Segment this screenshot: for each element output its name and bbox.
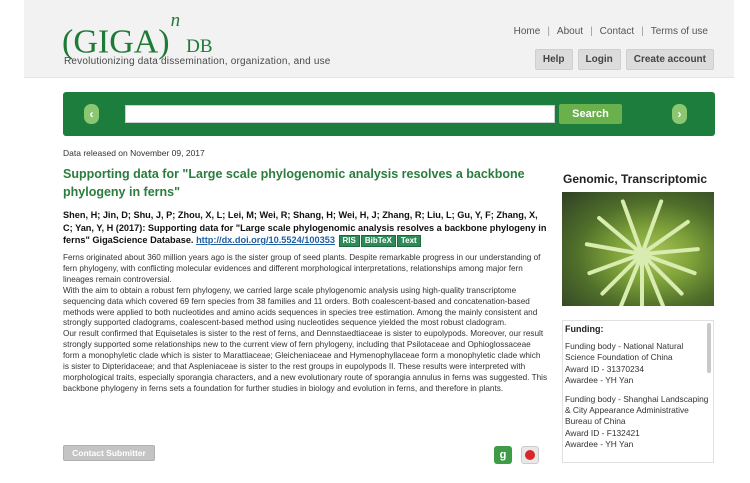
nav-separator: |	[590, 26, 593, 37]
funding-panel	[562, 320, 714, 463]
release-date: Data released on November 09, 2017	[63, 148, 205, 158]
doi-link[interactable]: http://dx.doi.org/10.5524/100353	[196, 235, 335, 245]
search-input[interactable]	[125, 105, 555, 123]
nav-contact-link[interactable]: Contact	[599, 26, 635, 37]
logo-suffix: DB	[186, 36, 213, 58]
awardee: Awardee - YH Yan	[565, 375, 634, 386]
description-paragraph: Our result confirmed that Equisetales is sister to the rest of ferns, and Dennstaedtiaceae is sister to eupolypods. Moreover, our result strongly supported some relationships new to the current view of fern phylogeny, including that Psilotaceae and Ophioglossaceae form a monophyletic clade which is sister to Marattiaceae; Gleicheniaceae and Hymenophyllaceae form a monophyletic clade which is sister to Dipteridaceae; and that Aspleniaceae is sister to the rest groups in eupolypods II. These results were interpreted with morphological traits, especially sporangia characters, and a new evolutionary route of sporangia annulus in ferns was suggested. This backbone phylogeny in ferns sets a foundation for further studies in biology and evolution in ferns, and therefore in plants.	[63, 329, 548, 393]
nav-terms-link[interactable]: Terms of use	[650, 26, 708, 37]
nav-separator: |	[547, 26, 550, 37]
create-account-button[interactable]: Create account	[626, 49, 714, 70]
funding-entry	[565, 394, 713, 451]
description-paragraph: With the aim to obtain a robust fern phylogeny, we carried large scale phylogenomic analysis using high-quality transcriptome sequencing data which covered 69 fern species from 38 families and 11 orders. Both coalescent-based and concatenation-based methods were applied to both nucleotides and amino acids sequences in species tree estimation. Among the mainly consistent and strongly supported cladograms, coalescent-based method using nucleotides sequence yielded the most robust cladogram.	[63, 285, 538, 328]
funding-body: Funding body - National Natural Science Foundation of China	[565, 341, 684, 363]
award-id: Award ID - 31370234	[565, 363, 644, 374]
funding-body: Funding body - Shanghai Landscaping & City Appearance Administrative Bureau of China	[565, 393, 709, 427]
funding-title: Funding:	[565, 324, 604, 334]
site-tagline: Revolutionizing data dissemination, organization, and use	[64, 56, 331, 67]
google-plus-icon[interactable]: g	[494, 446, 512, 464]
site-header	[24, 0, 734, 78]
funding-scrollbar[interactable]	[707, 323, 711, 373]
login-button[interactable]: Login	[578, 49, 621, 70]
fern-photo	[562, 192, 714, 306]
description-paragraph: Ferns originated about 360 million years ago is the sister group of seed plants. Despite remarkable progress in our understanding of fern phylogeny, with conflicting molecular evidences and different morphological interpretations, relationships among major fern lineages remain controversial.	[63, 253, 541, 284]
awardee: Awardee - YH Yan	[565, 439, 634, 450]
logo-superscript: n	[170, 10, 181, 31]
nav-separator: |	[641, 26, 644, 37]
search-button[interactable]: Search	[559, 104, 622, 124]
dataset-title: Supporting data for "Large scale phylogenomic analysis resolves a backbone phylogeny in ferns"	[63, 167, 525, 199]
logo-main: (GIGA)	[62, 23, 170, 61]
funding-entry	[565, 341, 713, 387]
chevron-left-icon[interactable]: ‹	[84, 104, 99, 124]
bibtex-button[interactable]: BibTeX	[361, 235, 396, 247]
top-navigation	[514, 26, 708, 37]
search-bar	[63, 92, 715, 136]
nav-home-link[interactable]: Home	[513, 26, 541, 37]
account-buttons	[535, 49, 714, 70]
contact-submitter-button[interactable]: Contact Submitter	[63, 445, 155, 461]
weibo-icon[interactable]	[521, 446, 539, 464]
dataset-main	[63, 148, 548, 461]
dataset-description	[63, 253, 548, 395]
award-id: Award ID - F132421	[565, 427, 640, 438]
data-type-label: Genomic, Transcriptomic	[563, 172, 708, 186]
nav-about-link[interactable]: About	[556, 26, 584, 37]
ris-button[interactable]: RIS	[339, 235, 360, 247]
text-button[interactable]: Text	[397, 235, 421, 247]
chevron-right-icon[interactable]: ›	[672, 104, 687, 124]
citation-text: Shen, H; Jin, D; Shu, J, P; Zhou, X, L; Lei, M; Wei, R; Shang, H; Wei, H, J; Zhang, R; Liu, L; Gu, Y, F; Zhang, X, C; Yan, Y, H (2017): Supporting data for "Large scale phylogenomic analysis resolves a backbone phylogeny in ferns" GigaScience Database.	[63, 210, 547, 245]
help-button[interactable]: Help	[535, 49, 573, 70]
dataset-citation	[63, 209, 548, 247]
